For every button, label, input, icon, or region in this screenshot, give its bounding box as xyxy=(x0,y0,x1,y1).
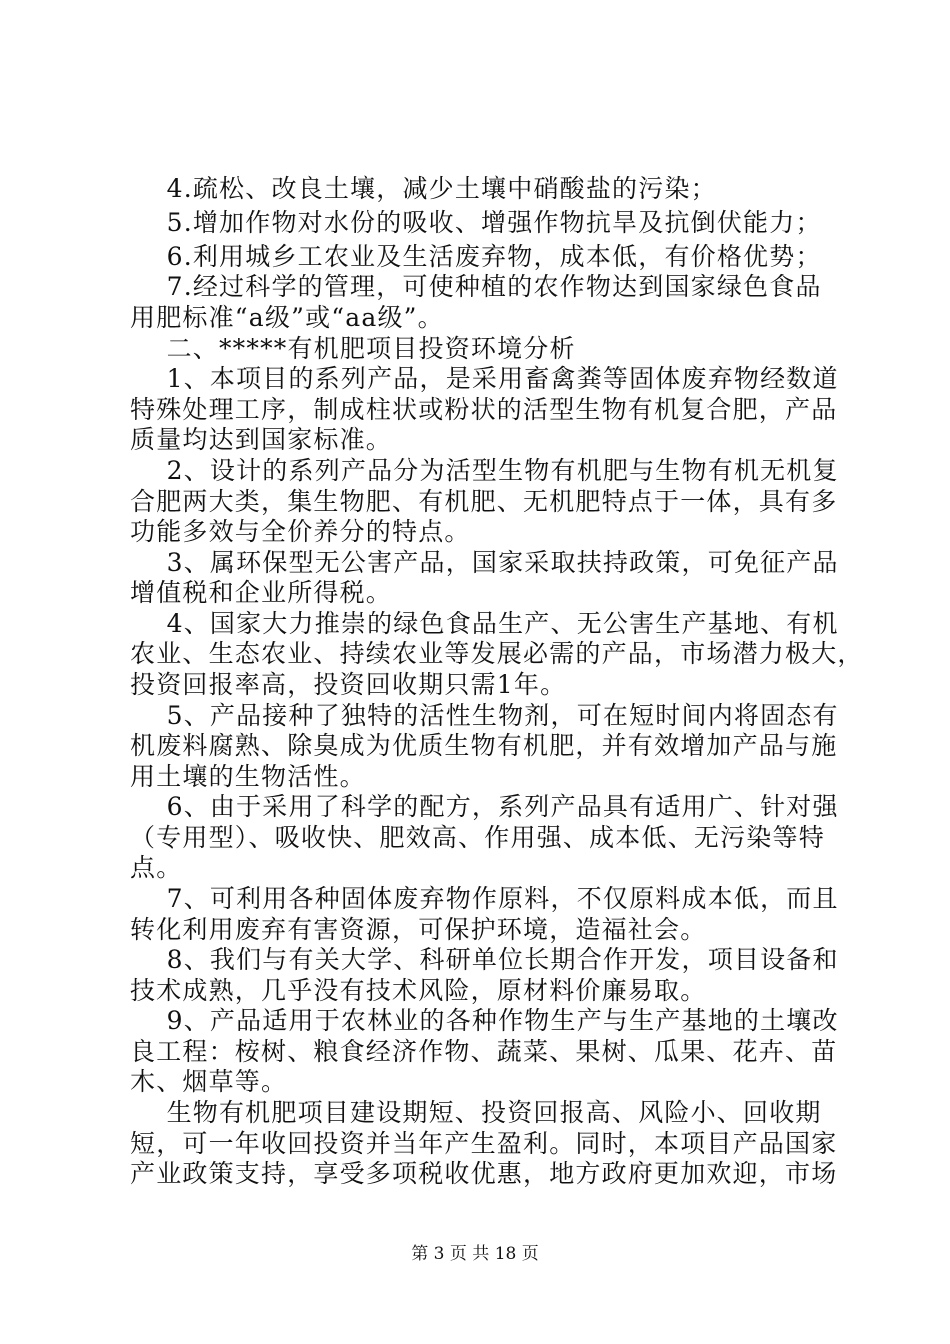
text-line: 用土壤的生物活性。 xyxy=(130,762,366,791)
text-line: 投资回报率高，投资回收期只需1年。 xyxy=(130,670,567,699)
text-line: 6、由于采用了科学的配方，系列产品具有适用广、针对强 xyxy=(130,792,839,821)
text-line: 4.疏松、改良土壤，减少土壤中硝酸盐的污染； xyxy=(130,174,717,203)
text-line: 7、可利用各种固体废弃物作原料，不仅原料成本低，而且 xyxy=(130,884,839,913)
text-line: 5.增加作物对水份的吸收、增强作物抗旱及抗倒伏能力； xyxy=(130,208,822,237)
text-line: 生物有机肥项目建设期短、投资回报高、风险小、回收期 xyxy=(130,1098,822,1127)
text-line: 用肥标准“a级”或“aa级”。 xyxy=(130,303,444,332)
text-line: 特殊处理工序，制成柱状或粉状的活型生物有机复合肥，产品 xyxy=(130,395,838,424)
text-line: 技术成熟，几乎没有技术风险，原材料价廉易取。 xyxy=(130,976,707,1005)
text-line: 点。 xyxy=(130,853,183,882)
text-line: 产业政策支持，享受多项税收优惠，地方政府更加欢迎，市场 xyxy=(130,1159,838,1188)
text-line: （专用型）、吸收快、肥效高、作用强、成本低、无污染等特 xyxy=(130,823,825,852)
text-line: 农业、生态农业、持续农业等发展必需的产品，市场潜力极大， xyxy=(130,639,864,668)
text-line: 4、国家大力推崇的绿色食品生产、无公害生产基地、有机 xyxy=(130,609,839,638)
text-line: 机废料腐熟、除臭成为优质生物有机肥，并有效增加产品与施 xyxy=(130,731,838,760)
text-line: 7.经过科学的管理，可使种植的农作物达到国家绿色食品 xyxy=(130,272,822,301)
text-line: 合肥两大类，集生物肥、有机肥、无机肥特点于一体，具有多 xyxy=(130,487,838,516)
text-line: 转化利用废弃有害资源，可保护环境，造福社会。 xyxy=(130,915,707,944)
text-line: 短，可一年收回投资并当年产生盈利。同时，本项目产品国家 xyxy=(130,1129,838,1158)
text-line: 良工程：桉树、粮食经济作物、蔬菜、果树、瓜果、花卉、苗 xyxy=(130,1037,838,1066)
text-line: 木、烟草等。 xyxy=(130,1067,288,1096)
text-line: 3、属环保型无公害产品，国家采取扶持政策，可免征产品 xyxy=(130,548,839,577)
text-line: 9、产品适用于农林业的各种作物生产与生产基地的土壤改 xyxy=(130,1006,839,1035)
text-line: 功能多效与全价养分的特点。 xyxy=(130,517,471,546)
text-line: 质量均达到国家标准。 xyxy=(130,425,393,454)
text-line: 2、设计的系列产品分为活型生物有机肥与生物有机无机复 xyxy=(130,456,839,485)
section-heading: 二、*****有机肥项目投资环境分析 xyxy=(130,334,576,363)
text-line: 6.利用城乡工农业及生活废弃物，成本低，有价格优势； xyxy=(130,242,822,271)
page-number-footer: 第 3 页 共 18 页 xyxy=(411,1244,539,1264)
text-line: 8、我们与有关大学、科研单位长期合作开发，项目设备和 xyxy=(130,945,839,974)
text-line: 1、本项目的系列产品，是采用畜禽粪等固体废弃物经数道 xyxy=(130,364,839,393)
text-line: 增值税和企业所得税。 xyxy=(130,578,393,607)
text-line: 5、产品接种了独特的活性生物剂，可在短时间内将固态有 xyxy=(130,701,839,730)
